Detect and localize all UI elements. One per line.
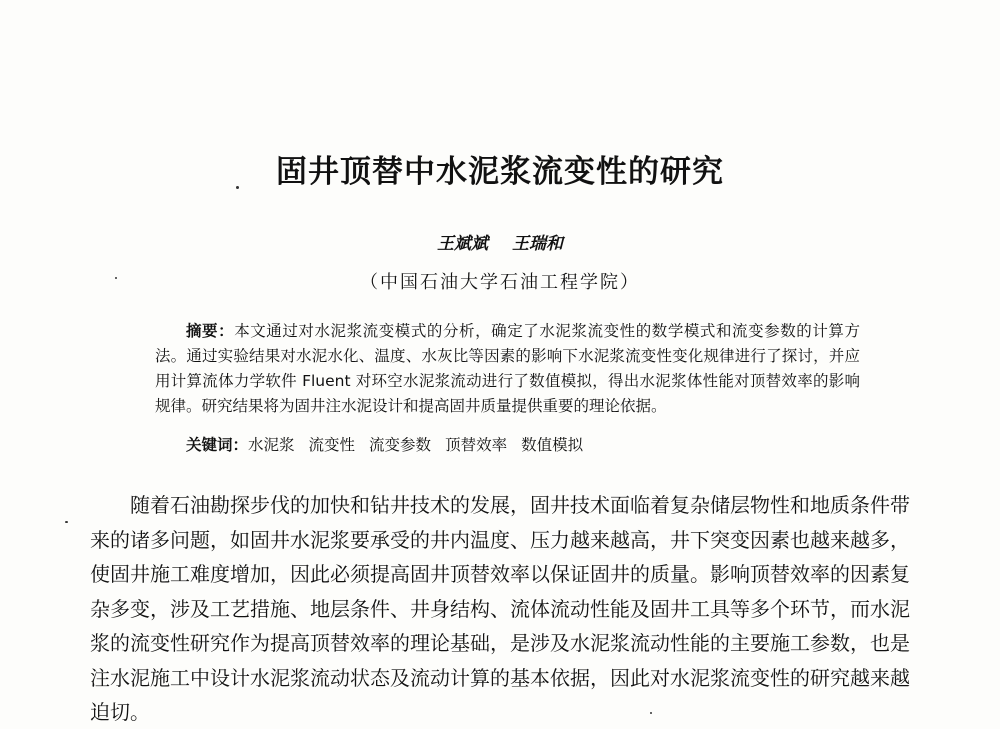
keyword: 流变参数: [369, 436, 432, 454]
scan-speck: [650, 712, 652, 714]
affiliation: （中国石油大学石油工程学院）: [360, 272, 640, 293]
body-paragraph: 随着石油勘探步伐的加快和钻井技术的发展，固井技术面临着复杂储层物性和地质条件带来的诸多问题，如固井水泥浆要承受的井内温度、压力越来越高，井下突变因素也越来越多，使固井施工难度增加，因此必须提高固井顶替效率以保证固井的质量。影响顶替效率的因素复杂多变，涉及工艺措施、地层条件、井身结构、流体流动性能及固井工具等多个环节，而水泥浆的流变性研究作为提高顶替效率的理论基础，是涉及水泥浆流动性能的主要施工参数，也是注水泥施工中设计水泥浆流动状态及流动计算的基本依据，因此对水泥浆流变性的研究越来越迫切。: [90, 493, 910, 724]
keyword: 水泥浆: [248, 436, 295, 454]
keyword: 顶替效率: [445, 436, 508, 454]
keywords-label: 关键词：: [186, 436, 249, 454]
keyword: 数值模拟: [521, 436, 584, 454]
scan-speck: [236, 186, 239, 189]
author-list: [0, 229, 1000, 254]
paper-title: 固井顶替中水泥浆流变性的研究: [276, 154, 724, 190]
author-name: 王瑞和: [511, 234, 563, 254]
keyword: 流变性: [308, 436, 356, 454]
scan-speck: [65, 521, 68, 523]
abstract-label: 摘要：: [186, 322, 235, 340]
scan-speck: [115, 277, 117, 279]
keywords: [155, 433, 860, 458]
author-name: 王斌斌: [437, 234, 489, 254]
abstract-text: 本文通过对水泥浆流变模式的分析，确定了水泥浆流变性的数学模式和流变参数的计算方法。通过实验结果对水泥水化、温度、水灰比等因素的影响下水泥浆流变性变化规律进行了探讨，并应用计算流体力学软件 Fluent 对环空水泥浆流动进行了数值模拟，得出水泥浆体性能对顶替效率的影响规律。研究结果将为固井注水泥设计和提高固井质量提供重要的理论依据。: [155, 322, 860, 415]
abstract: [155, 319, 860, 419]
